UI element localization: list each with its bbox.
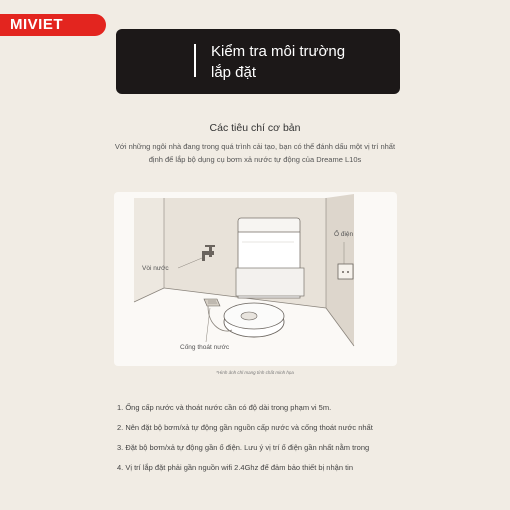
title-divider <box>194 44 196 77</box>
page-title <box>211 41 345 83</box>
requirements-list <box>117 403 373 483</box>
section-intro: Với những ngôi nhà đang trong quá trình cải tạo, bạn có thể đánh dấu một vị trí nhất định để lắp bộ dụng cụ bơm xả nước tự động của Dreame L10s <box>114 142 396 164</box>
page-title-banner <box>116 29 400 94</box>
drain-icon <box>204 299 220 306</box>
illustration-caption: *Hình ảnh chỉ mang tính chất minh họa <box>216 370 294 375</box>
section-title: Các tiêu chí cơ bản <box>209 122 301 134</box>
page-title-line-1: Kiểm tra môi trường <box>211 43 346 60</box>
base-station-icon <box>236 218 304 298</box>
room-illustration <box>114 192 397 366</box>
list-item: 1. Ống cấp nước và thoát nước cần có độ dài trong phạm vi 5m. <box>117 403 332 412</box>
power-outlet-icon <box>338 264 353 279</box>
left-wall <box>134 198 164 302</box>
faucet-label: Vòi nước <box>142 265 169 272</box>
robot-vacuum-icon <box>224 303 284 337</box>
drain-pointer <box>206 308 210 342</box>
outlet-label: Ổ điện <box>334 231 354 238</box>
list-item: 4. Vị trí lắp đặt phải gần nguồn wifi 2.4Ghz để đảm bảo thiết bị nhận tin <box>117 463 353 472</box>
brand-logo: MIVIET <box>0 14 106 36</box>
list-item: 3. Đặt bộ bơm/xả tự động gần ổ điện. Lưu ý vị trí ổ điện gần nhất nằm trong <box>117 443 370 452</box>
list-item: 2. Nên đặt bộ bơm/xả tự động gần nguồn cấp nước và cống thoát nước nhất <box>117 423 373 432</box>
drain-label: Cống thoát nước <box>180 344 230 351</box>
installation-illustration <box>114 192 397 366</box>
page-title-line-2: lắp đặt <box>211 64 257 81</box>
